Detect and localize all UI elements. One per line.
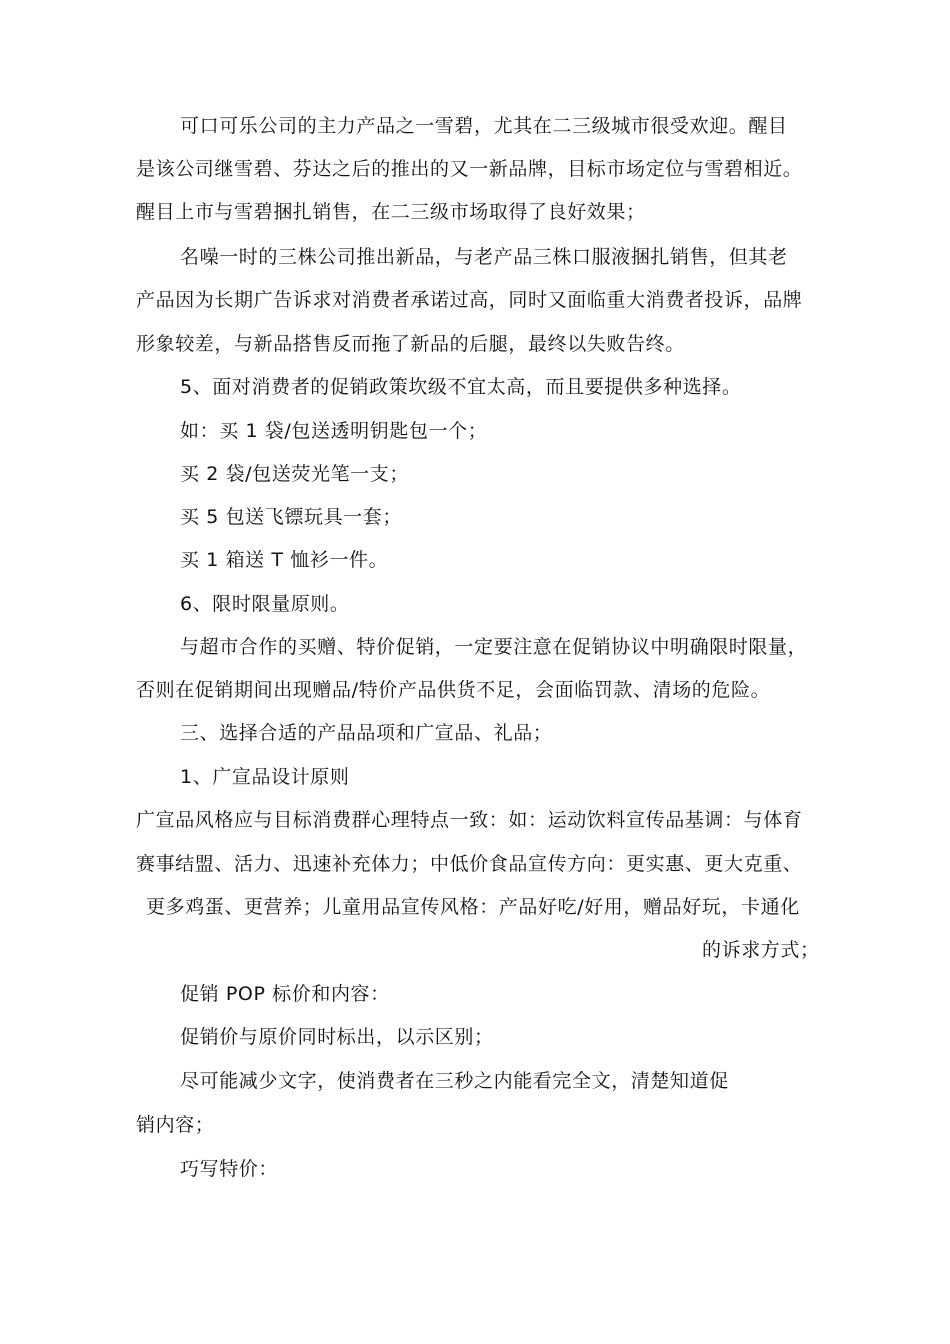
text-line: 醒目上市与雪碧捆扎销售，在二三级市场取得了良好效果； <box>136 201 646 223</box>
text-line: 产品因为长期广告诉求对消费者承诺过高，同时又面临重大消费者投诉，品牌 <box>136 289 803 311</box>
text-line: 是该公司继雪碧、芬达之后的推出的又一新品牌，目标市场定位与雪碧相近。 <box>136 158 803 180</box>
text-line: 促销 POP 标价和内容： <box>180 983 390 1005</box>
text-line: 巧写特价： <box>180 1158 279 1180</box>
text-line: 形象较差，与新品搭售反而拖了新品的后腿，最终以失败告终。 <box>136 333 685 355</box>
text-line: 与超市合作的买赠、特价促销，一定要注意在促销协议中明确限时限量， <box>180 636 808 658</box>
text-line: 名噪一时的三株公司推出新品，与老产品三株口服液捆扎销售，但其老 <box>180 246 788 268</box>
text-line: 5、面对消费者的促销政策坎级不宜太高，而且要提供多种选择。 <box>180 376 742 398</box>
text-line: 销内容； <box>136 1114 215 1136</box>
text-line: 可口可乐公司的主力产品之一雪碧，尤其在二三级城市很受欢迎。醒目 <box>180 115 788 137</box>
text-line: 更多鸡蛋、更营养；儿童用品宣传风格：产品好吃/好用，赠品好玩，卡通化 <box>146 896 800 918</box>
text-line: 赛事结盟、活力、迅速补充体力；中低价食品宣传方向：更实惠、更大克重、 <box>136 853 803 875</box>
text-line: 的诉求方式； <box>702 939 820 961</box>
text-line: 买 2 袋/包送荧光笔一支； <box>180 463 409 485</box>
text-line: 买 5 包送飞镖玩具一套； <box>180 506 402 528</box>
text-line: 三、选择合适的产品品项和广宣品、礼品； <box>180 722 553 744</box>
text-line: 买 1 箱送 T 恤衫一件。 <box>180 549 389 571</box>
text-line: 否则在促销期间出现赠品/特价产品供货不足，会面临罚款、清场的危险。 <box>136 679 771 701</box>
text-line: 6、限时限量原则。 <box>180 593 350 615</box>
text-line: 如：买 1 袋/包送透明钥匙包一个； <box>180 420 488 442</box>
text-line: 1、广宣品设计原则 <box>180 766 350 788</box>
text-line: 广宣品风格应与目标消费群心理特点一致：如：运动饮料宣传品基调：与体育 <box>136 809 803 831</box>
text-line: 促销价与原价同时标出，以示区别； <box>180 1026 494 1048</box>
text-line: 尽可能减少文字，使消费者在三秒之内能看完全文，清楚知道促 <box>180 1070 729 1092</box>
